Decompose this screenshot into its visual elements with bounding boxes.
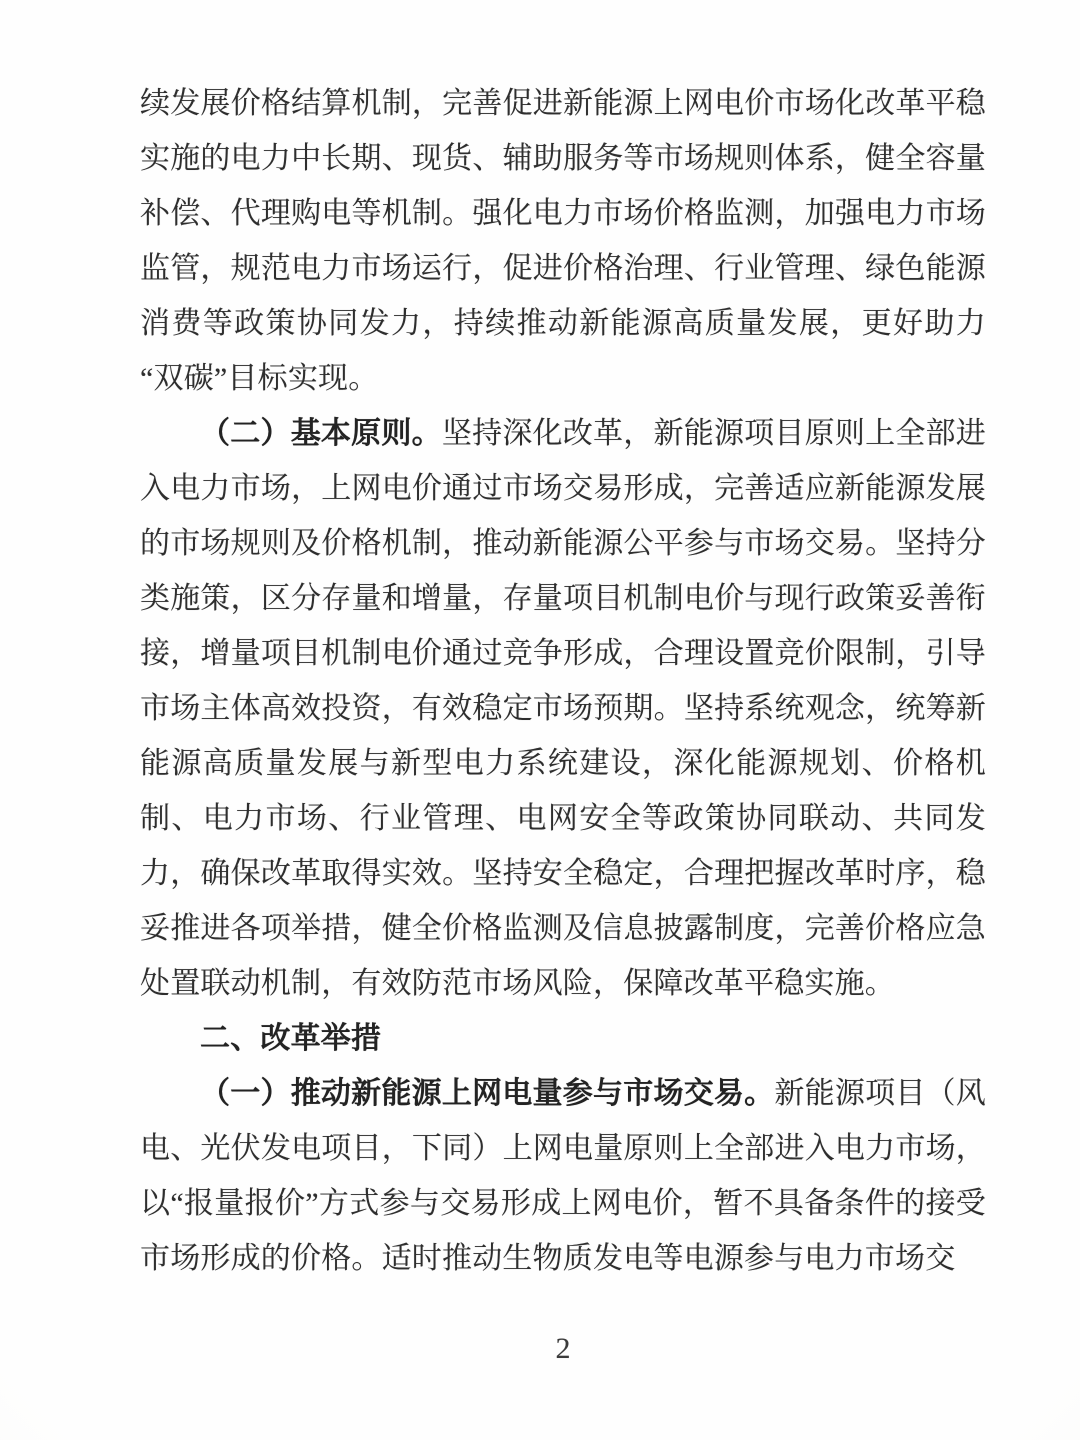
- section-heading-reform-measures: [140, 1011, 986, 1066]
- page-number: 2: [555, 1332, 571, 1365]
- page-footer: [140, 1332, 986, 1366]
- paragraph-text: 坚持深化改革，新能源项目原则上全部进入电力市场，上网电价通过市场交易形成，完善适应新能源发展的市场规则及价格机制，推动新能源公平参与市场交易。坚持分类施策，区分存量和增量，存量项目机制电价与现行政策妥善衔接，增量项目机制电价通过竞争形成，合理设置竞价限制，引导市场主体高效投资，有效稳定市场预期。坚持系统观念，统筹新能源高质量发展与新型电力系统建设，深化能源规划、价格机制、电力市场、行业管理、电网安全等政策协同联动、共同发力，确保改革取得实效。坚持安全稳定，合理把握改革时序，稳妥推进各项举措，健全价格监测及信息披露制度，完善价格应急处置联动机制，有效防范市场风险，保障改革平稳实施。: [140, 417, 986, 1000]
- document-body: [140, 76, 986, 1286]
- paragraph-lead-market-trading: （一）推动新能源上网电量参与市场交易。: [200, 1077, 775, 1110]
- heading-text: 二、改革举措: [200, 1022, 382, 1055]
- paragraph-continuation: [140, 76, 986, 406]
- paragraph-lead-basic-principles: （二）基本原则。: [200, 417, 442, 450]
- paragraph-basic-principles: [140, 406, 986, 1011]
- paragraph-text: 新能源项目（风电、光伏发电项目，下同）上网电量原则上全部进入电力市场，以“报量报价”方式参与交易形成上网电价，暂不具备条件的接受市场形成的价格。适时推动生物质发电等电源参与电力市场交: [140, 1077, 986, 1275]
- paragraph-market-trading: [140, 1066, 986, 1286]
- paragraph-text: 续发展价格结算机制，完善促进新能源上网电价市场化改革平稳实施的电力中长期、现货、辅助服务等市场规则体系，健全容量补偿、代理购电等机制。强化电力市场价格监测，加强电力市场监管，规范电力市场运行，促进价格治理、行业管理、绿色能源消费等政策协同发力，持续推动新能源高质量发展，更好助力“双碳”目标实现。: [140, 87, 986, 395]
